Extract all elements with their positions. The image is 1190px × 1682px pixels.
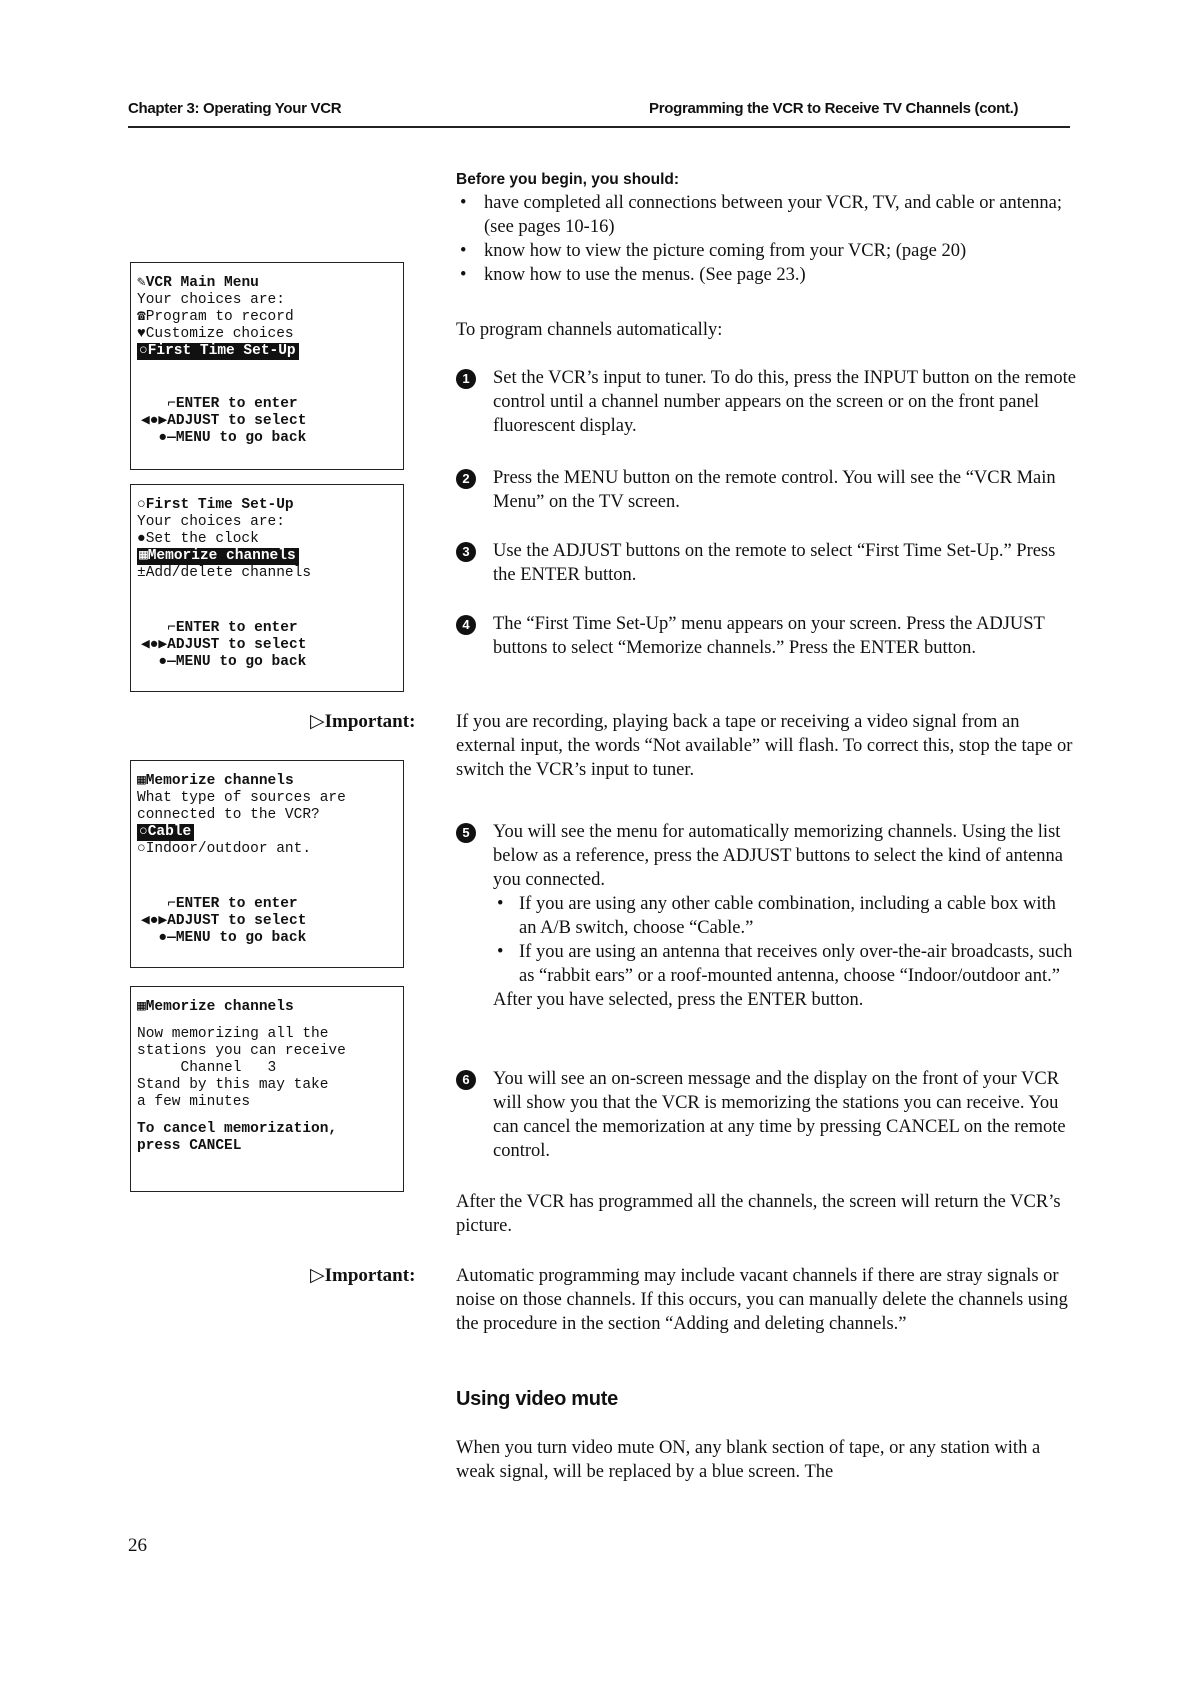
step-text: Set the VCR’s input to tuner. To do this, press the INPUT button on the remote control until a channel number appears on the screen or on the front panel fluorescent display. xyxy=(493,368,1076,436)
osd-nav-enter: ⌐ENTER to enter xyxy=(141,620,298,636)
osd-nav-enter: ⌐ENTER to enter xyxy=(141,396,298,412)
osd-item-selected: ▦Memorize channels xyxy=(137,548,403,565)
osd-nav-adjust: ◀●▶ADJUST to select xyxy=(141,913,307,929)
before-you-begin-label: Before you begin, you should: xyxy=(456,171,680,188)
step-number-icon: 1 xyxy=(456,369,476,389)
osd-nav-menu: ●—MENU to go back xyxy=(141,654,307,670)
osd-item: ♥Customize choices xyxy=(137,326,294,342)
step-number-icon: 5 xyxy=(456,823,476,843)
osd-nav-menu: ●—MENU to go back xyxy=(141,930,307,946)
step-2 xyxy=(456,466,1076,514)
osd-main-menu xyxy=(130,262,404,470)
important-text: Automatic programming may include vacant channels if there are stray signals or noise on those channels. If this occurs, you can manually delete the channels using the procedure in the section “Adding and deleting channels.” xyxy=(456,1266,1068,1334)
osd-item: ○Indoor/outdoor ant. xyxy=(137,841,312,857)
osd-title: ✎VCR Main Menu xyxy=(137,275,259,291)
step-6 xyxy=(456,1067,1076,1163)
osd-line: Now memorizing all the xyxy=(137,1026,329,1042)
osd-title: ○First Time Set-Up xyxy=(137,497,294,513)
osd-choices-label: Your choices are: xyxy=(137,514,285,530)
section-header: Programming the VCR to Receive TV Channels (cont.) xyxy=(649,100,1019,117)
osd-line: connected to the VCR? xyxy=(137,807,320,823)
step-text: Use the ADJUST buttons on the remote to select “First Time Set-Up.” Press the ENTER button. xyxy=(493,541,1056,585)
osd-nav xyxy=(137,896,403,947)
intro-text: To program channels automatically: xyxy=(456,320,723,340)
page-number: 26 xyxy=(128,1535,147,1556)
osd-item-selected: ○Cable xyxy=(137,824,403,841)
video-mute-text: When you turn video mute ON, any blank section of tape, or any station with a weak signal, will be replaced by a blue screen. The xyxy=(456,1438,1041,1482)
osd-line: a few minutes xyxy=(137,1094,251,1110)
osd-item: ±Add/delete channels xyxy=(137,565,312,581)
list-item: • If you are using an antenna that receives only over-the-air broadcasts, such as “rabbit ears” or a roof-mounted antenna, choose “Indoor/outdoor ant.” xyxy=(493,940,1076,988)
osd-line: What type of sources are xyxy=(137,790,346,806)
header-rule xyxy=(128,126,1070,128)
chapter-header: Chapter 3: Operating Your VCR xyxy=(128,100,342,117)
osd-nav xyxy=(137,620,403,671)
osd-nav-adjust: ◀●▶ADJUST to select xyxy=(141,637,307,653)
step-text: You will see an on-screen message and the display on the front of your VCR will show you that the VCR is memorizing the stations you can receive. You can cancel the memorization at any time by pressing CANCEL on the remote control. xyxy=(493,1069,1066,1161)
osd-channel-line: Channel 3 xyxy=(180,1060,277,1076)
important-text: If you are recording, playing back a tape or receiving a video signal from an external input, the words “Not available” will flash. To correct this, stop the tape or switch the VCR’s input to tuner. xyxy=(456,712,1073,780)
osd-title: ▦Memorize channels xyxy=(137,999,294,1015)
osd-cancel-line: To cancel memorization, xyxy=(137,1121,338,1137)
step-1 xyxy=(456,366,1076,438)
prerequisite-list xyxy=(456,191,1076,287)
osd-item: ●Set the clock xyxy=(137,531,259,547)
osd-nav-enter: ⌐ENTER to enter xyxy=(141,896,298,912)
osd-item: ☎Program to record xyxy=(137,309,294,325)
osd-cancel-line: press CANCEL xyxy=(137,1138,242,1154)
osd-item-selected: ○First Time Set-Up xyxy=(137,343,403,360)
section-title: Using video mute xyxy=(456,1388,618,1410)
step-number-icon: 2 xyxy=(456,469,476,489)
osd-first-time-setup xyxy=(130,484,404,692)
step-3 xyxy=(456,539,1076,587)
step-after-text: After you have selected, press the ENTER button. xyxy=(493,990,864,1010)
osd-line: stations you can receive xyxy=(137,1043,346,1059)
list-item: • know how to use the menus. (See page 23.) xyxy=(456,263,1076,287)
step-number-icon: 4 xyxy=(456,615,476,635)
antenna-options-list xyxy=(493,892,1076,988)
step-text: Press the MENU button on the remote control. You will see the “VCR Main Menu” on the TV screen. xyxy=(493,468,1056,512)
list-item: • have completed all connections between your VCR, TV, and cable or antenna; (see pages 10-16) xyxy=(456,191,1076,239)
list-item: • If you are using any other cable combination, including a cable box with an A/B switch, choose “Cable.” xyxy=(493,892,1076,940)
osd-memorize-select xyxy=(130,760,404,968)
osd-nav xyxy=(137,396,403,447)
osd-title: ▦Memorize channels xyxy=(137,773,294,789)
step-number-icon: 3 xyxy=(456,542,476,562)
after-programmed-text: After the VCR has programmed all the channels, the screen will return the VCR’s picture. xyxy=(456,1192,1061,1236)
step-text: The “First Time Set-Up” menu appears on your screen. Press the ADJUST buttons to select “Memorize channels.” Press the ENTER button. xyxy=(493,614,1045,658)
step-4 xyxy=(456,612,1076,660)
osd-memorizing xyxy=(130,986,404,1192)
list-item: • know how to view the picture coming from your VCR; (page 20) xyxy=(456,239,1076,263)
osd-line: Stand by this may take xyxy=(137,1077,329,1093)
osd-nav-adjust: ◀●▶ADJUST to select xyxy=(141,413,307,429)
step-5 xyxy=(456,820,1076,1012)
step-number-icon: 6 xyxy=(456,1070,476,1090)
osd-nav-menu: ●—MENU to go back xyxy=(141,430,307,446)
important-label: ▷Important: xyxy=(310,1265,416,1286)
step-text: You will see the menu for automatically memorizing channels. Using the list below as a reference, press the ADJUST buttons to select the kind of antenna you connected. xyxy=(493,822,1063,890)
important-label: ▷Important: xyxy=(310,711,416,732)
osd-choices-label: Your choices are: xyxy=(137,292,285,308)
